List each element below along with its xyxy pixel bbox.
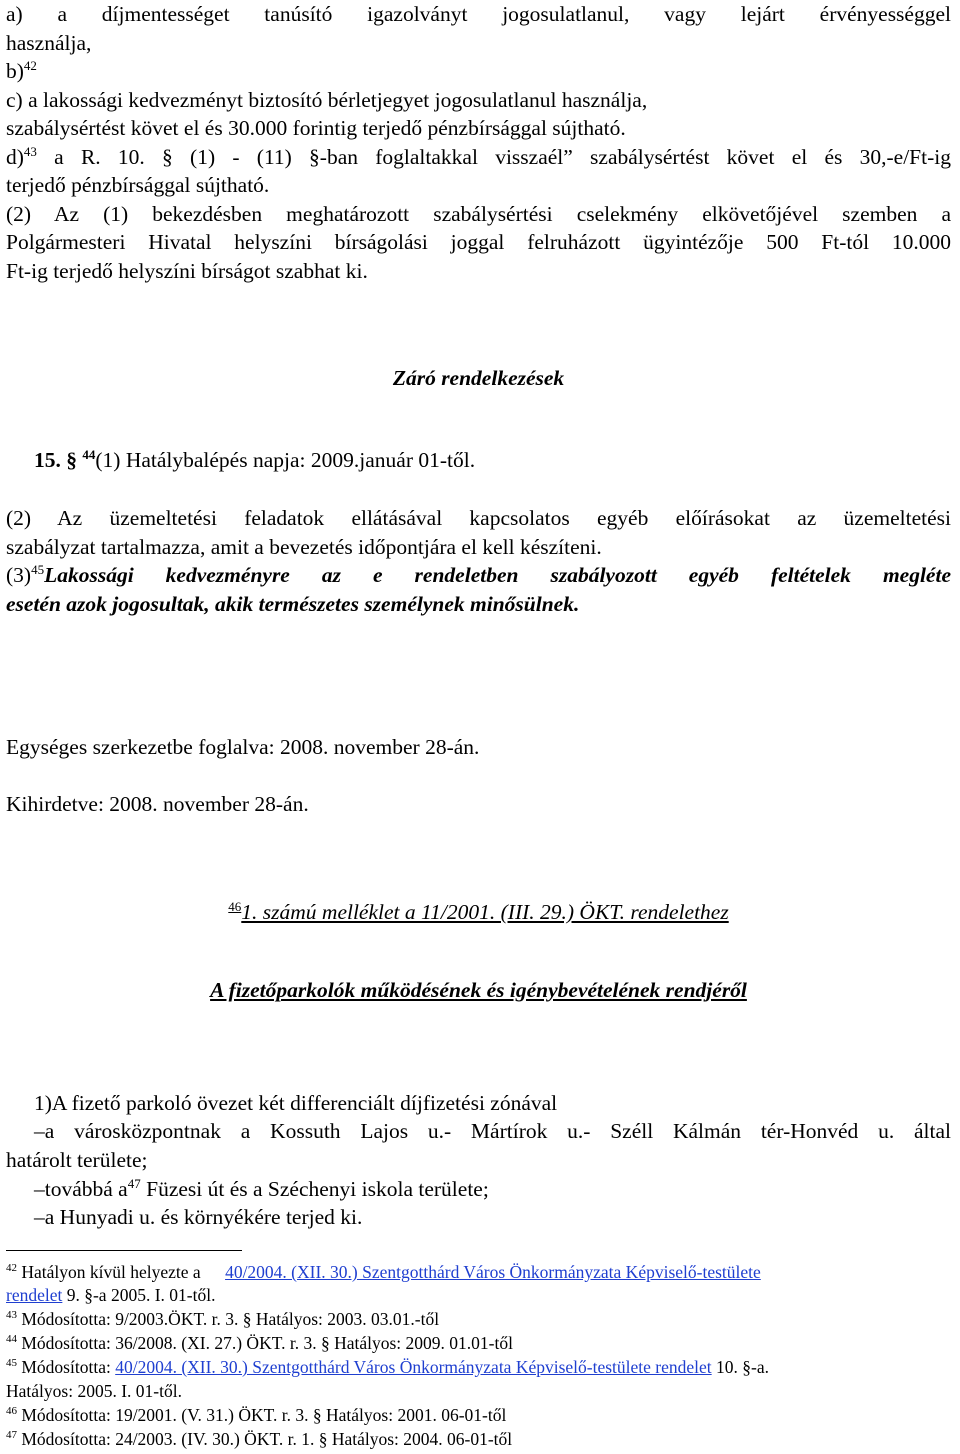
para-a-line2: használja, — [6, 31, 92, 55]
para-b-label: b) — [6, 59, 24, 83]
annex-item-3 — [34, 1175, 951, 1204]
annex-item-2-line2: határolt területe; — [6, 1148, 148, 1172]
para-a-line1: a) a díjmentességet tanúsító igazolványt jogosulatlanul, vagy lejárt érvényességgel — [6, 2, 951, 26]
section-15-para2-line2: szabályzat tartalmazza, amit a bevezetés időpontjára el kell készíteni. — [6, 535, 602, 559]
section-15-number: 15. § — [34, 448, 77, 472]
footnote-46 — [6, 1404, 951, 1427]
para-d — [6, 143, 951, 172]
footnote-45-post: 10. §-a. — [711, 1357, 770, 1377]
para-b — [6, 57, 951, 86]
footnote-42-link-cont[interactable]: rendelet — [6, 1285, 63, 1305]
para-2-line2: Polgármesteri Hivatal helyszíni bírságolási joggal felruházott ügyintézője 500 Ft-tól 10.000 — [6, 230, 951, 254]
annex-title-text: 1. számú melléklet a 11/2001. (III. 29.) ÖKT. rendelethez — [241, 900, 729, 924]
footnote-47-text: Módosította: 24/2003. (IV. 30.) ÖKT. r. 1. § Hatályos: 2004. 06-01-től — [17, 1429, 513, 1449]
footnote-42-cont — [6, 1284, 951, 1307]
footnote-42-pre: Hatályon kívül helyezte a — [17, 1262, 206, 1282]
section-15-para3-line1 — [6, 561, 951, 590]
published-date: Kihirdetve: 2008. november 28-án. — [6, 792, 309, 816]
footnote-42 — [6, 1261, 951, 1284]
section-15-text: (1) Hatálybalépés napja: 2009.január 01-től. — [95, 448, 476, 472]
footnote-46-text: Módosította: 19/2001. (V. 31.) ÖKT. r. 3. § Hatályos: 2001. 06-01-től — [17, 1405, 507, 1425]
annex-item-1: 1)A fizető parkoló övezet két differenciált díjfizetési zónával — [34, 1091, 558, 1115]
annex-item-3-pre: –továbbá a — [34, 1177, 128, 1201]
annex-item-3-post: Füzesi út és a Széchenyi iskola területe; — [140, 1177, 489, 1201]
footnote-44 — [6, 1332, 951, 1355]
para-2-line1: (2) Az (1) bekezdésben meghatározott szabálysértési cselekmény elkövetőjével szemben a — [6, 202, 951, 226]
section-15-para3-label: (3) — [6, 563, 32, 587]
annex-heading — [6, 976, 951, 1005]
footnote-ref-42[interactable]: 42 — [23, 58, 37, 73]
footnote-43-text: Módosította: 9/2003.ÖKT. r. 3. § Hatályos: 2003. 03.01.-től — [17, 1309, 440, 1329]
annex-heading-text: A fizetőparkolók működésének és igénybevételének rendjéről — [210, 978, 747, 1002]
footnote-47 — [6, 1428, 951, 1451]
annex-item-2-line1: –a városközpontnak a Kossuth Lajos u.- Mártírok u.- Széll Kálmán tér-Honvéd u. által — [34, 1119, 951, 1143]
footnote-47-number: 47 — [6, 1429, 17, 1441]
footnote-45-cont: Hatályos: 2005. I. 01-től. — [6, 1381, 182, 1401]
footnote-43-number: 43 — [6, 1309, 17, 1321]
annex-title — [6, 898, 951, 927]
consolidated-date: Egységes szerkezetbe foglalva: 2008. november 28-án. — [6, 735, 480, 759]
footnote-44-text: Módosította: 36/2008. (XI. 27.) ÖKT. r. 3. § Hatályos: 2009. 01.01-től — [17, 1333, 513, 1353]
para-d-text: a R. 10. § (1) - (11) §-ban foglaltakkal visszaél” szabálysértést követ el és 30,-e/Ft-ig — [36, 145, 951, 169]
para-d-cont: terjedő pénzbírsággal sújtható. — [6, 173, 270, 197]
footnote-ref-43[interactable]: 43 — [23, 144, 37, 159]
annex-item-4: –a Hunyadi u. és környékére terjed ki. — [34, 1205, 363, 1229]
section-15-para3-line2: esetén azok jogosultak, akik természetes személynek minősülnek. — [6, 592, 580, 616]
footnote-separator — [6, 1250, 242, 1251]
footnote-45-number: 45 — [6, 1357, 17, 1369]
section-15-para3-text: Lakossági kedvezményre az e rendeletben szabályozott egyéb feltételek megléte — [44, 563, 951, 587]
para-2-line3: Ft-ig terjedő helyszíni bírságot szabhat ki. — [6, 259, 368, 283]
footnote-ref-45[interactable]: 45 — [31, 562, 45, 577]
footnote-ref-46[interactable]: 46 — [228, 899, 242, 914]
para-c-cont: szabálysértést követ el és 30.000 forintig terjedő pénzbírsággal sújtható. — [6, 116, 626, 140]
footnote-ref-47[interactable]: 47 — [127, 1176, 141, 1191]
para-c: c) a lakossági kedvezményt biztosító bérletjegyet jogosulatlanul használja, — [6, 88, 648, 112]
footnote-42-post: 9. §-a 2005. I. 01-től. — [62, 1285, 216, 1305]
para-d-label: d) — [6, 145, 24, 169]
footnote-43 — [6, 1308, 951, 1331]
section-15 — [34, 446, 951, 475]
footnote-44-number: 44 — [6, 1333, 17, 1345]
footnote-45 — [6, 1356, 951, 1379]
footnote-45-pre: Módosította: — [17, 1357, 116, 1377]
section-15-para2-line1: (2) Az üzemeltetési feladatok ellátásával kapcsolatos egyéb előírásokat az üzemeltetési — [6, 506, 951, 530]
footnote-42-link[interactable]: 40/2004. (XII. 30.) Szentgotthárd Város Önkormányzata Képviselő-testülete — [225, 1262, 761, 1282]
footnote-46-number: 46 — [6, 1405, 17, 1417]
footnote-ref-44[interactable]: 44 — [82, 447, 96, 462]
footnote-42-number: 42 — [6, 1262, 17, 1274]
footnote-45-link[interactable]: 40/2004. (XII. 30.) Szentgotthárd Város Önkormányzata Képviselő-testülete rendelet — [115, 1357, 712, 1377]
section-heading: Záró rendelkezések — [392, 366, 565, 390]
